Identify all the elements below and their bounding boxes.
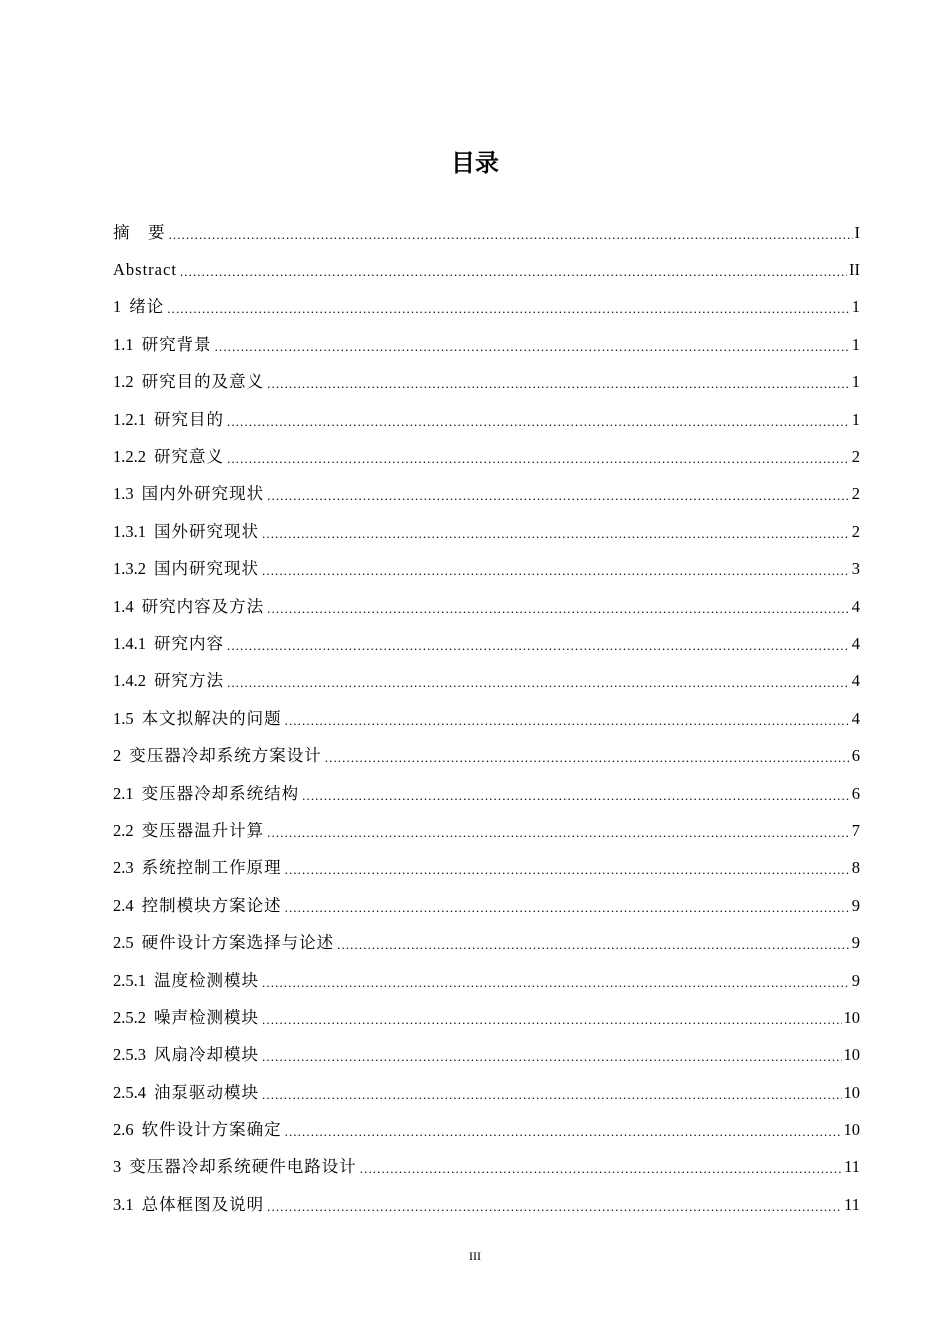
toc-entry-page: 8 xyxy=(851,858,860,878)
toc-dot-leader xyxy=(302,786,850,806)
toc-entry-label xyxy=(113,335,212,355)
toc-entry[interactable] xyxy=(113,737,860,774)
toc-entry-label xyxy=(113,1195,264,1215)
toc-entry-page: 10 xyxy=(843,1007,860,1027)
toc-dot-leader xyxy=(360,1159,842,1179)
toc-entry-page: 3 xyxy=(851,559,860,579)
toc-entry-page: 1 xyxy=(851,297,860,317)
toc-dot-leader xyxy=(267,374,850,394)
toc-entry-number: 2.6 xyxy=(113,1120,134,1140)
toc-entry-title: 变压器冷却系统硬件电路设计 xyxy=(129,1157,357,1177)
toc-entry-label xyxy=(113,1083,259,1103)
toc-entry-title: 研究背景 xyxy=(141,334,212,354)
toc-entry-title: 研究方法 xyxy=(154,671,224,691)
toc-entry-number: 1.2 xyxy=(113,372,134,392)
toc-entry-page: 2 xyxy=(851,447,860,467)
toc-dot-leader xyxy=(227,412,850,432)
toc-entry-title: 油泵驱动模块 xyxy=(154,1082,259,1102)
toc-entry[interactable] xyxy=(113,812,860,849)
toc-entry[interactable] xyxy=(113,625,860,662)
toc-entry-number: 2 xyxy=(113,746,122,766)
toc-dot-leader xyxy=(267,823,850,843)
toc-dot-leader xyxy=(180,262,847,282)
toc-dot-leader xyxy=(262,524,850,544)
toc-entry-title: 研究目的 xyxy=(154,409,224,429)
toc-entry-number: 1.4.2 xyxy=(113,671,146,691)
toc-entry-title: 研究意义 xyxy=(154,447,224,467)
toc-dot-leader xyxy=(337,935,850,955)
toc-entry-page: 10 xyxy=(843,1045,860,1065)
toc-dot-leader xyxy=(262,561,850,581)
toc-entry-title: 风扇冷却模块 xyxy=(154,1045,259,1065)
toc-entry-page: 4 xyxy=(851,671,860,691)
toc-entry-title: 变压器温升计算 xyxy=(141,820,265,840)
toc-entry[interactable] xyxy=(113,251,860,288)
toc-entry-page: 7 xyxy=(851,820,860,840)
toc-entry-number: 2.5 xyxy=(113,933,134,953)
toc-entry-page: 4 xyxy=(851,596,860,616)
toc-entry-page: 11 xyxy=(844,1194,860,1214)
toc-entry-title: 研究目的及意义 xyxy=(141,372,265,392)
toc-entry-label xyxy=(113,447,224,467)
toc-entry-number: 1.3 xyxy=(113,484,134,504)
toc-entry-label xyxy=(113,223,166,243)
toc-entry-number: 2.1 xyxy=(113,783,134,803)
toc-entry-label xyxy=(113,634,224,654)
toc-entry-label xyxy=(113,1008,259,1028)
toc-dot-leader xyxy=(262,1047,842,1067)
toc-entry-number: 2.5.2 xyxy=(113,1007,146,1027)
toc-dot-leader xyxy=(285,898,850,918)
toc-entry[interactable] xyxy=(113,476,860,513)
toc-entry-title: 摘 要 xyxy=(113,222,166,242)
toc-entry-number: 2.5.3 xyxy=(113,1045,146,1065)
toc-entry-page: II xyxy=(849,260,860,280)
toc-entry-page: 11 xyxy=(844,1157,860,1177)
toc-dot-leader xyxy=(227,449,850,469)
toc-entry-number: 1 xyxy=(113,297,122,317)
toc-dot-leader xyxy=(267,486,850,506)
toc-entry-page: 1 xyxy=(851,334,860,354)
toc-entry[interactable] xyxy=(113,962,860,999)
toc-entry-number: 1.4.1 xyxy=(113,633,146,653)
toc-entry-label xyxy=(113,709,282,729)
table-of-contents xyxy=(113,214,860,1224)
toc-entry[interactable] xyxy=(113,1186,860,1223)
toc-entry-page: 1 xyxy=(851,409,860,429)
toc-entry-number: 3.1 xyxy=(113,1194,134,1214)
toc-entry-page: 6 xyxy=(851,783,860,803)
toc-entry-page: 9 xyxy=(851,933,860,953)
toc-entry-title: 噪声检测模块 xyxy=(154,1007,259,1027)
toc-entry-page: I xyxy=(854,222,860,242)
toc-entry-title: 软件设计方案确定 xyxy=(141,1120,282,1140)
toc-entry-number: 2.5.1 xyxy=(113,970,146,990)
toc-entry[interactable] xyxy=(113,999,860,1036)
toc-entry-label xyxy=(113,260,177,280)
toc-entry-title: 研究内容及方法 xyxy=(141,596,265,616)
toc-entry-page: 9 xyxy=(851,970,860,990)
toc-entry-label xyxy=(113,896,282,916)
toc-dot-leader xyxy=(227,636,850,656)
toc-entry-number: 1.1 xyxy=(113,334,134,354)
toc-entry-label xyxy=(113,597,264,617)
toc-dot-leader xyxy=(285,860,850,880)
toc-entry-number: 1.3.2 xyxy=(113,559,146,579)
toc-entry-number: 2.3 xyxy=(113,858,134,878)
page-title: 目录 xyxy=(451,149,499,177)
toc-entry[interactable] xyxy=(113,364,860,401)
toc-entry-label xyxy=(113,821,264,841)
toc-entry-number: 2.4 xyxy=(113,895,134,915)
toc-entry[interactable] xyxy=(113,513,860,550)
toc-dot-leader xyxy=(262,1085,842,1105)
toc-dot-leader xyxy=(325,748,850,768)
toc-entry-title: 系统控制工作原理 xyxy=(141,858,282,878)
toc-entry-label xyxy=(113,410,224,430)
toc-entry[interactable] xyxy=(113,438,860,475)
toc-entry-title: 控制模块方案论述 xyxy=(141,895,282,915)
toc-entry-page: 10 xyxy=(843,1082,860,1102)
toc-dot-leader xyxy=(285,1122,842,1142)
toc-dot-leader xyxy=(167,299,850,319)
toc-dot-leader xyxy=(285,711,850,731)
toc-entry-page: 4 xyxy=(851,708,860,728)
toc-entry[interactable] xyxy=(113,214,860,251)
toc-entry-page: 2 xyxy=(851,521,860,541)
toc-entry[interactable] xyxy=(113,663,860,700)
toc-entry[interactable] xyxy=(113,289,860,326)
toc-entry-number: 2.2 xyxy=(113,820,134,840)
toc-entry-page: 4 xyxy=(851,633,860,653)
toc-entry-label xyxy=(113,559,259,579)
toc-entry-label xyxy=(113,858,282,878)
toc-entry-number: 1.2.2 xyxy=(113,447,146,467)
toc-entry[interactable] xyxy=(113,326,860,363)
toc-entry[interactable] xyxy=(113,887,860,924)
toc-entry-title: 变压器冷却系统方案设计 xyxy=(129,746,322,766)
toc-entry-title: 国内研究现状 xyxy=(154,559,259,579)
toc-entry-label xyxy=(113,784,299,804)
toc-entry-page: 10 xyxy=(843,1120,860,1140)
toc-entry-number: 1.2.1 xyxy=(113,409,146,429)
toc-dot-leader xyxy=(267,1197,842,1217)
toc-entry-title: 变压器冷却系统结构 xyxy=(141,783,300,803)
toc-dot-leader xyxy=(262,1010,842,1030)
toc-dot-leader xyxy=(169,225,853,245)
toc-entry[interactable] xyxy=(113,850,860,887)
toc-entry[interactable] xyxy=(113,1037,860,1074)
toc-entry-page: 1 xyxy=(851,372,860,392)
toc-entry[interactable] xyxy=(113,551,860,588)
toc-entry-number: 1.4 xyxy=(113,596,134,616)
toc-entry-title: 绪论 xyxy=(129,297,165,317)
toc-dot-leader xyxy=(227,673,850,693)
toc-entry-page: 9 xyxy=(851,895,860,915)
toc-entry[interactable] xyxy=(113,700,860,737)
toc-entry[interactable] xyxy=(113,775,860,812)
toc-entry-title: 硬件设计方案选择与论述 xyxy=(141,933,335,953)
toc-entry[interactable] xyxy=(113,401,860,438)
toc-dot-leader xyxy=(215,337,850,357)
toc-entry-title: 国外研究现状 xyxy=(154,521,259,541)
toc-entry-title: 研究内容 xyxy=(154,633,224,653)
toc-entry-title: Abstract xyxy=(113,260,177,280)
toc-entry-label xyxy=(113,746,322,766)
toc-entry-label xyxy=(113,1120,282,1140)
toc-entry[interactable] xyxy=(113,1111,860,1148)
toc-entry-title: 本文拟解决的问题 xyxy=(141,708,282,728)
toc-entry-label xyxy=(113,671,224,691)
toc-entry-number: 1.5 xyxy=(113,708,134,728)
toc-entry[interactable] xyxy=(113,924,860,961)
toc-entry-title: 温度检测模块 xyxy=(154,970,259,990)
toc-entry-label xyxy=(113,1157,357,1177)
toc-entry-label xyxy=(113,484,264,504)
toc-entry-label xyxy=(113,971,259,991)
toc-entry-number: 3 xyxy=(113,1157,122,1177)
toc-entry-page: 2 xyxy=(851,484,860,504)
toc-entry-title: 总体框图及说明 xyxy=(141,1194,265,1214)
toc-entry-label xyxy=(113,297,164,317)
toc-entry-label xyxy=(113,933,334,953)
toc-entry-label xyxy=(113,372,264,392)
toc-entry[interactable] xyxy=(113,1149,860,1186)
toc-entry-label xyxy=(113,1045,259,1065)
toc-entry-label xyxy=(113,522,259,542)
toc-dot-leader xyxy=(267,599,850,619)
page-number: III xyxy=(469,1249,481,1263)
toc-dot-leader xyxy=(262,973,850,993)
toc-entry-title: 国内外研究现状 xyxy=(141,484,265,504)
toc-entry-number: 1.3.1 xyxy=(113,521,146,541)
toc-entry[interactable] xyxy=(113,1074,860,1111)
toc-entry[interactable] xyxy=(113,588,860,625)
toc-entry-page: 6 xyxy=(851,746,860,766)
toc-entry-number: 2.5.4 xyxy=(113,1082,146,1102)
